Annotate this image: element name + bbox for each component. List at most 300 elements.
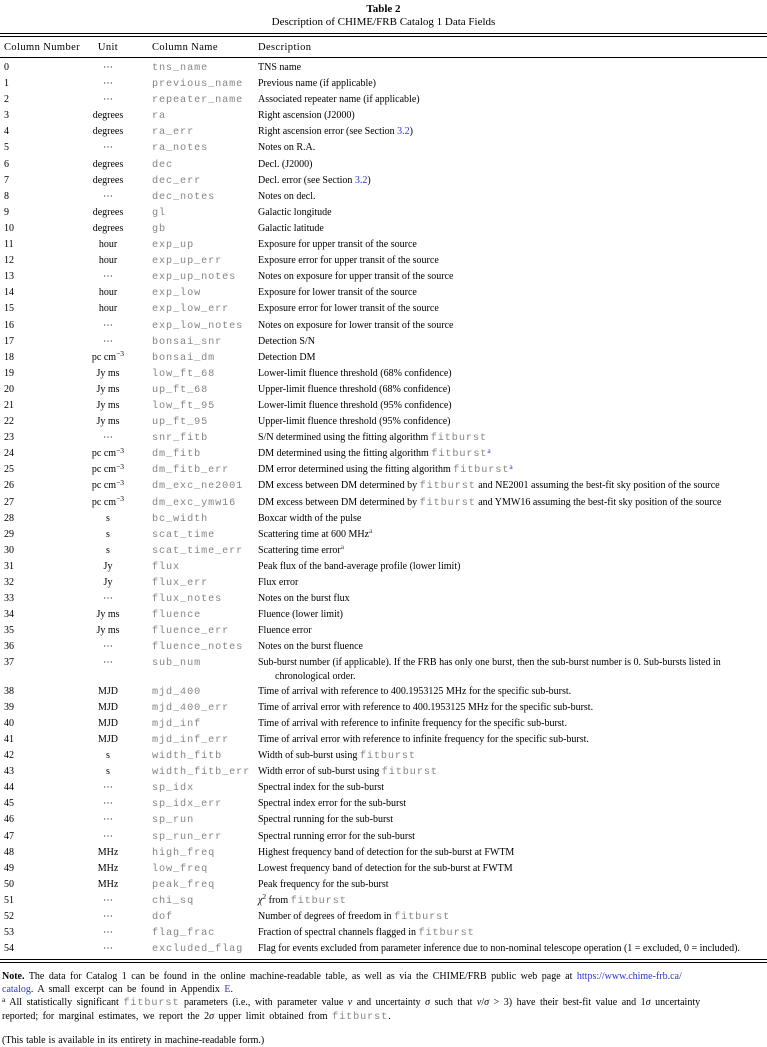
cell-unit [70,861,146,877]
text-segment: . [388,1011,391,1023]
cell-column-number: 13 [4,271,14,283]
cell-column-number: 37 [4,657,14,669]
column-name-text: gb [152,223,167,235]
column-name-text: exp_up_notes [152,272,237,284]
table-row [0,527,767,543]
cell-description [258,446,767,462]
cell-description [258,189,767,205]
text-segment: Exposure error for lower transit of the source [258,303,439,315]
cell-unit [70,780,146,796]
text-segment: ⋯ [103,927,113,939]
cell-unit [70,893,146,909]
text-segment: and uncertainty [352,997,426,1009]
footnote-a-link[interactable]: a [369,526,373,536]
column-name-text: exp_low_err [152,304,230,316]
table-row [0,559,767,575]
cell-column-number: 22 [4,416,14,428]
text-segment: Galactic latitude [258,222,324,234]
cell-description [258,462,767,478]
table-row [0,124,767,140]
table-row [0,700,767,716]
text-segment: degrees [92,110,124,122]
cell-column-number: 18 [4,351,14,363]
text-segment: MJD [97,733,118,745]
text-segment: Decl. error (see Section [258,174,355,186]
col-header-column-name: Column Name [146,37,258,58]
text-segment: Time of arrival with reference to 400.1953125 MHz for the specific sub-burst. [258,685,572,697]
inline-link[interactable]: https://www.chime-frb.ca/ [576,971,682,983]
text-segment: Exposure for lower transit of the source [258,287,417,299]
cell-unit [70,221,146,237]
cell-description [258,716,767,732]
cell-description [258,334,767,350]
table-row [0,430,767,446]
text-segment: −3 [116,349,125,359]
table-row [0,173,767,189]
text-segment: All statistically significant [5,997,124,1009]
cell-description [258,430,767,446]
table-row [0,732,767,748]
text-segment: fitburst [359,751,416,763]
table-row [0,639,767,655]
text-segment: ⋯ [103,62,113,73]
text-segment: . [230,984,234,996]
cell-description [258,221,767,237]
cell-description [258,173,767,189]
cell-description [258,414,767,430]
column-name-text: dof [152,911,174,923]
column-name-text: high_freq [152,847,216,859]
text-segment: Jy ms [96,416,120,428]
cell-unit [70,446,146,462]
col-header-unit: Unit [70,37,146,58]
cell-column-name [146,559,258,575]
column-name-text: low_ft_68 [152,368,216,380]
cell-unit [70,108,146,124]
cell-column-name [146,414,258,430]
text-segment: ⋯ [103,830,113,842]
cell-description [258,124,767,140]
cell-unit [70,877,146,893]
table-note [2,970,764,996]
cell-description [258,92,767,108]
column-name-text: sp_idx [152,783,195,795]
cell-column-number: 19 [4,367,14,379]
cell-column-name [146,684,258,700]
text-segment: pc cm [91,464,117,476]
text-segment: Lowest frequency band of detection for the sub-burst at FWTM [258,862,513,874]
table-row [0,716,767,732]
text-segment: ⋯ [103,94,113,106]
cell-column-number: 50 [4,878,14,890]
cell-unit [70,140,146,156]
cell-unit [70,909,146,925]
cell-description [258,318,767,334]
column-name-text: fluence_notes [152,642,244,654]
cell-description [258,58,767,77]
table-subtitle: Description of CHIME/FRB Catalog 1 Data Fields [271,16,496,28]
column-name-text: dec_err [152,175,202,187]
cell-column-number: 47 [4,830,14,842]
text-segment: parameters (i.e., with parameter value [179,997,348,1009]
text-segment: ⋯ [103,271,113,283]
cell-unit [70,285,146,301]
text-segment: ⋯ [103,894,113,906]
cell-column-number: 46 [4,814,14,826]
column-name-text: width_fitb_err [152,767,251,779]
cell-unit [70,462,146,478]
inline-link[interactable]: E [224,984,231,996]
column-name-text: fluence [152,610,202,622]
table-row [0,684,767,700]
cell-unit [70,76,146,92]
cell-column-number: 42 [4,750,14,762]
cell-column-number: 7 [4,174,9,186]
column-name-text: ra [152,111,167,123]
cell-unit [70,829,146,845]
cell-column-name [146,764,258,780]
table-row [0,350,767,366]
text-segment: Flux error [258,577,299,588]
cell-description [258,764,767,780]
text-segment: −3 [116,494,125,504]
cell-column-name [146,76,258,92]
text-segment: s [106,512,110,524]
text-segment: Upper-limit fluence threshold (95% confidence) [258,416,451,428]
table-notes [0,963,767,1047]
cell-unit [70,511,146,527]
text-segment: ⋯ [103,335,113,347]
cell-column-name [146,366,258,382]
cell-column-name [146,941,258,959]
text-segment: DM excess between DM determined by [258,496,420,508]
text-segment: ) [367,174,371,186]
cell-unit [70,543,146,559]
cell-column-number: 24 [4,448,14,460]
cell-description [258,157,767,173]
text-segment: hour [98,255,118,267]
text-segment: Notes on exposure for lower transit of the source [258,319,454,331]
table-row [0,591,767,607]
text-segment: pc cm [91,480,117,492]
cell-column-number: 30 [4,544,14,556]
text-segment: / [481,997,485,1009]
text-segment: σ [425,997,431,1009]
table-row [0,511,767,527]
cell-unit [70,716,146,732]
cell-unit [70,430,146,446]
cell-unit [70,124,146,140]
cell-column-name [146,748,258,764]
cell-column-name [146,108,258,124]
cell-column-name [146,124,258,140]
column-name-text: sp_idx_err [152,799,223,811]
inline-link[interactable]: catalog [2,984,31,996]
cell-description [258,909,767,925]
text-segment: s [106,528,110,540]
column-name-text: sp_run [152,815,195,827]
column-name-text: up_ft_68 [152,384,209,396]
column-name-text: up_ft_95 [152,417,209,429]
cell-column-number: 10 [4,222,14,234]
footnote-a-link[interactable]: a [487,445,491,455]
text-segment: fitburst [381,767,438,779]
text-segment: Upper-limit fluence threshold (68% confidence) [258,383,451,395]
cell-description [258,861,767,877]
cell-unit [70,527,146,543]
table-row [0,575,767,591]
text-segment: Time of arrival error with reference to infinite frequency for the specific sub-burst. [258,733,589,745]
cell-unit [70,58,146,77]
table-row [0,909,767,925]
cell-column-number: 39 [4,701,14,713]
table-row [0,543,767,559]
cell-column-name [146,639,258,655]
cell-column-number: 1 [4,78,9,90]
cell-column-number: 53 [4,927,14,939]
header-row [0,37,767,58]
column-name-text: mjd_inf [152,718,202,730]
table-row [0,780,767,796]
table-row [0,366,767,382]
table-row [0,189,767,205]
cell-column-name [146,173,258,189]
column-name-text: previous_name [152,79,244,91]
cell-description [258,925,767,941]
cell-column-name [146,655,258,683]
cell-column-number: 11 [4,239,14,251]
text-segment: Detection DM [258,351,316,363]
cell-unit [70,495,146,511]
text-segment: Lower-limit fluence threshold (68% confidence) [258,367,452,379]
column-name-text: gl [152,207,167,219]
cell-column-name [146,334,258,350]
column-name-text: mjd_400 [152,686,202,698]
text-segment: Notes on the burst flux [258,593,350,605]
table-row [0,414,767,430]
text-segment: and YMW16 assuming the best-fit sky position of the source [475,496,722,508]
footnote-a-link[interactable]: a [340,542,345,552]
table-row [0,893,767,909]
table-row [0,253,767,269]
text-segment: Previous name (if applicable) [258,78,377,90]
cell-column-number: 43 [4,766,14,778]
cell-unit [70,366,146,382]
cell-description [258,812,767,828]
text-segment: fitburst [419,497,476,509]
text-segment: ⋯ [103,190,113,202]
cell-description [258,829,767,845]
table-row [0,623,767,639]
inline-link[interactable]: 3.2 [354,174,368,186]
column-name-text: mjd_400_err [152,702,230,714]
text-segment: s [106,750,110,762]
text-segment: fitburst [123,998,180,1010]
text-segment: pc cm [91,448,117,460]
cell-column-number: 8 [4,190,9,202]
cell-unit [70,925,146,941]
table-row [0,221,767,237]
text-segment: S/N determined using the fitting algorithm [258,432,431,444]
cell-column-number: 20 [4,383,14,395]
cell-column-name [146,221,258,237]
table-row [0,205,767,221]
text-segment: Jy ms [96,399,120,411]
text-segment: Exposure for upper transit of the source [258,239,417,251]
column-name-text: ra_notes [152,143,209,155]
cell-column-name [146,478,258,494]
col-header-column-number: Column Number [0,37,70,58]
text-segment: s [106,544,110,556]
column-name-text: low_freq [152,863,209,875]
availability-note: (This table is available in its entirety in machine-readable form.) [2,1035,265,1047]
text-segment: MHz [97,878,119,890]
cell-column-name [146,301,258,317]
cell-description [258,350,767,366]
table-body [0,58,767,960]
cell-column-name [146,205,258,221]
cell-column-number: 9 [4,206,9,218]
column-name-text: flux [152,561,181,573]
cell-column-number: 27 [4,496,14,508]
cell-column-name [146,607,258,623]
cell-column-name [146,462,258,478]
cell-column-name [146,430,258,446]
cell-unit [70,350,146,366]
column-name-text: dm_fitb_err [152,465,230,477]
cell-description [258,623,767,639]
cell-column-number: 28 [4,512,14,524]
cell-unit [70,700,146,716]
text-segment: TNS name [258,62,302,73]
text-segment: Sub-burst number (if applicable). If the FRB has only one burst, then the sub-burst number is 0. Sub-bursts listed in [258,657,721,669]
cell-column-name [146,511,258,527]
text-segment: Notes on the burst fluence [258,641,363,653]
text-segment: hour [98,303,118,315]
column-name-text: flux_notes [152,594,223,606]
text-segment: ⋯ [103,814,113,826]
cell-description [258,796,767,812]
cell-unit [70,607,146,623]
text-segment: s [106,766,110,778]
text-segment: reported; for marginal estimates, we report the 2 [2,1011,210,1023]
table-row [0,861,767,877]
text-segment: χ [258,894,263,906]
text-segment: > 3) have their best-fit value and 1 [489,997,646,1009]
cell-unit [70,478,146,494]
column-name-text: sp_run_err [152,831,223,843]
cell-column-number: 51 [4,894,14,906]
cell-column-number: 21 [4,399,14,411]
cell-column-name [146,732,258,748]
cell-column-number: 17 [4,335,14,347]
column-name-text: bc_width [152,513,209,525]
column-name-text: exp_up [152,240,195,252]
cell-column-name [146,253,258,269]
text-segment: Spectral index error for the sub-burst [258,798,407,810]
cell-unit [70,748,146,764]
text-segment: ⋯ [103,593,113,605]
table-row [0,812,767,828]
cell-unit [70,398,146,414]
cell-unit [70,812,146,828]
text-segment: fitburst [453,465,510,477]
cell-column-name [146,700,258,716]
text-segment: Fraction of spectral channels flagged in [258,927,419,939]
text-segment: ⋯ [103,78,113,90]
table-row [0,334,767,350]
table-row [0,269,767,285]
cell-unit [70,237,146,253]
column-name-text: sub_num [152,658,202,670]
column-name-text: scat_time [152,529,216,541]
table-row [0,655,767,683]
cell-column-number: 6 [4,158,9,170]
cell-column-number: 35 [4,625,14,637]
cell-column-number: 41 [4,733,14,745]
text-segment: Notes on R.A. [258,142,316,154]
cell-unit [70,92,146,108]
cell-unit [70,623,146,639]
cell-description [258,591,767,607]
table-row [0,845,767,861]
text-segment: fitburst [332,1012,389,1024]
table-row [0,495,767,511]
cell-unit [70,301,146,317]
inline-link[interactable]: 3.2 [397,126,410,138]
column-name-text: dm_exc_ne2001 [152,481,244,493]
text-segment: ⋯ [103,142,113,154]
table-row [0,318,767,334]
text-segment: 2 [262,892,267,902]
cell-column-name [146,812,258,828]
text-segment: Jy ms [96,383,120,395]
cell-description [258,543,767,559]
text-segment: from [266,894,291,906]
cell-column-name [146,382,258,398]
column-name-text: width_fitb [152,751,223,763]
text-segment: Width error of sub-burst using [258,766,382,778]
text-segment: Jy [103,577,113,588]
cell-unit [70,205,146,221]
table-row [0,398,767,414]
table-title: Table 2 [366,3,401,15]
text-segment: Jy ms [96,625,120,637]
table-row [0,462,767,478]
column-name-text: low_ft_95 [152,400,216,412]
cell-unit [70,269,146,285]
text-segment: −3 [116,461,125,471]
column-name-text: repeater_name [152,95,244,107]
data-fields-table [0,37,767,959]
column-name-text: snr_fitb [152,433,209,445]
text-segment: Jy ms [96,367,120,379]
text-segment: . A small excerpt can be found in Appendix [30,984,225,996]
cell-description [258,684,767,700]
cell-description [258,366,767,382]
column-name-text: fluence_err [152,626,230,638]
cell-unit [70,591,146,607]
cell-column-name [146,861,258,877]
text-segment: degrees [92,206,124,218]
text-segment: DM determined using the fitting algorithm [258,448,432,460]
footnote-a-link[interactable]: a [509,461,513,471]
cell-unit [70,575,146,591]
cell-unit [70,157,146,173]
cell-column-name [146,591,258,607]
cell-description [258,877,767,893]
text-segment: Right ascension error (see Section [258,126,398,138]
